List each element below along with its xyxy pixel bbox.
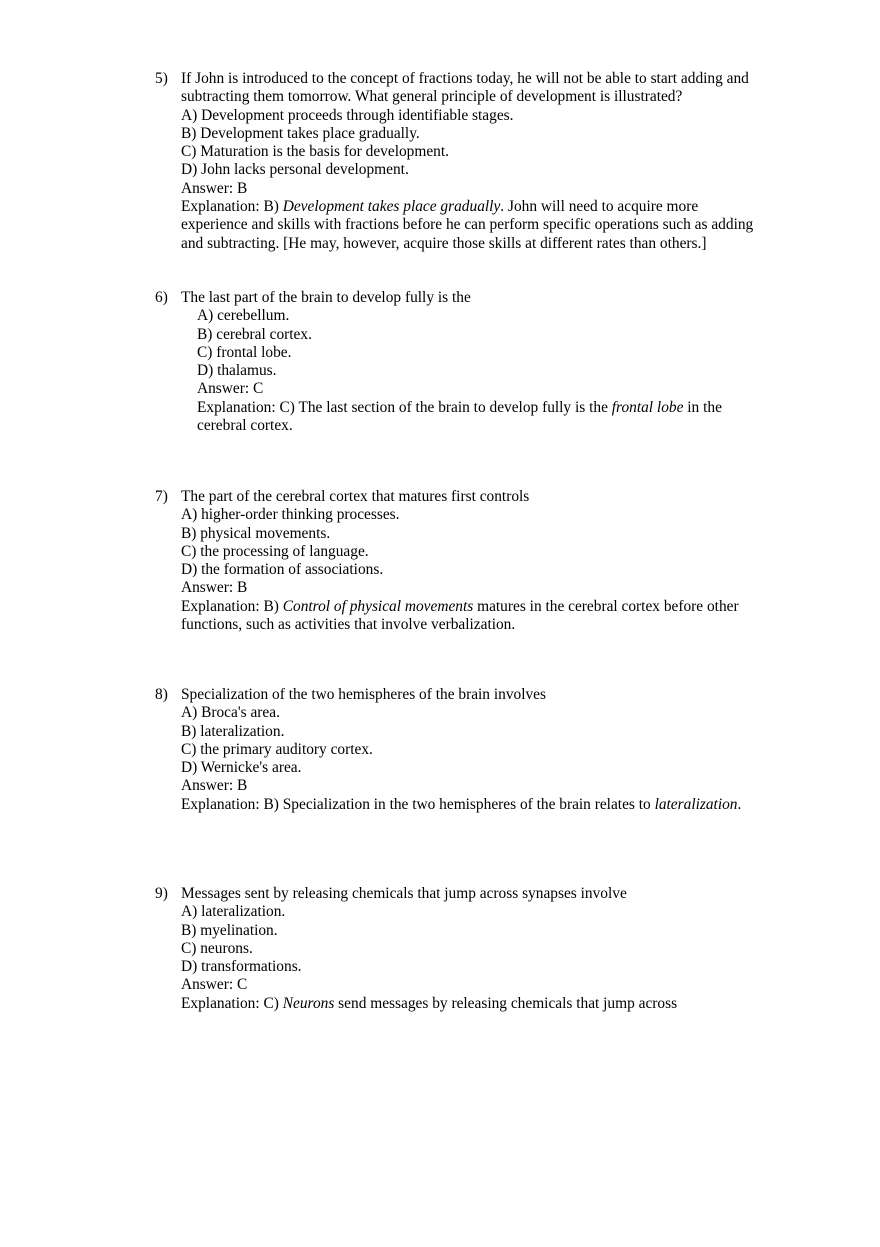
option-c: C) frontal lobe. [197,343,292,361]
option-d: D) thalamus. [197,362,277,380]
option-a: A) cerebellum. [197,307,290,325]
explanation-emphasis: Neurons [282,994,335,1012]
explanation-suffix: in the cerebral cortex. [197,398,722,435]
answer: Answer: C [181,976,248,994]
option-d: D) the formation of associations. [181,561,384,579]
answer: Answer: B [181,777,248,795]
explanation [181,598,755,635]
option-c: C) neurons. [181,939,253,957]
option-b: B) cerebral cortex. [197,325,312,343]
question-stem: The last part of the brain to develop fully is the [181,289,471,306]
question-5 [155,70,755,253]
answer: Answer: C [197,380,264,398]
option-c: C) the primary auditory cortex. [181,740,373,758]
explanation [181,198,755,253]
question-number: 8) [155,686,168,703]
question-8 [155,686,755,814]
explanation-suffix: . John will need to acquire more experience and skills with fractions before he can perform specific operations such as adding and subtracting. [He may, however, acquire those skills at different rates than others.] [181,198,754,252]
explanation-prefix: Explanation: C) The last section of the brain to develop fully is the [197,398,612,416]
question-6 [155,289,755,435]
option-d: D) Wernicke's area. [181,759,302,777]
answer: Answer: B [181,579,248,597]
option-d: D) John lacks personal development. [181,161,409,179]
explanation-suffix: . [737,795,742,813]
question-details [181,307,755,435]
option-b: B) physical movements. [181,524,331,542]
question-stem: If John is introduced to the concept of fractions today, he will not be able to start adding and subtracting them tomorrow. What general principle of development is illustrated? [181,70,749,106]
option-d: D) transformations. [181,958,302,976]
option-b: B) Development takes place gradually. [181,124,420,142]
option-b: B) myelination. [181,921,278,939]
option-c: C) Maturation is the basis for development. [181,143,449,161]
explanation-prefix: Explanation: B) Specialization in the two hemispheres of the brain relates to [181,795,655,813]
explanation-emphasis: Development takes place gradually [282,198,501,216]
explanation [197,399,755,436]
explanation-suffix: send messages by releasing chemicals that jump across [334,994,678,1012]
explanation-prefix: Explanation: C) [181,994,283,1012]
option-b: B) lateralization. [181,722,285,740]
question-9 [155,885,755,1013]
option-a: A) Broca's area. [181,704,280,722]
option-a: A) lateralization. [181,903,286,921]
option-a: A) higher-order thinking processes. [181,506,400,524]
question-stem: Messages sent by releasing chemicals that jump across synapses involve [181,885,627,902]
explanation-prefix: Explanation: B) [181,597,283,615]
explanation-prefix: Explanation: B) [181,198,283,216]
question-stem: The part of the cerebral cortex that matures first controls [181,488,530,505]
option-c: C) the processing of language. [181,542,369,560]
explanation-emphasis: lateralization [654,795,738,813]
explanation-emphasis: frontal lobe [611,398,684,416]
question-number: 7) [155,488,168,505]
question-number: 5) [155,70,168,87]
question-number: 9) [155,885,168,902]
question-number: 6) [155,289,168,306]
explanation-emphasis: Control of physical movements [282,597,474,615]
explanation [181,995,755,1013]
explanation-suffix: matures in the cerebral cortex before other functions, such as activities that involve verbalization. [181,597,739,634]
option-a: A) Development proceeds through identifiable stages. [181,106,514,124]
explanation [181,796,755,814]
question-stem: Specialization of the two hemispheres of the brain involves [181,686,547,703]
question-7 [155,488,755,634]
answer: Answer: B [181,179,248,197]
